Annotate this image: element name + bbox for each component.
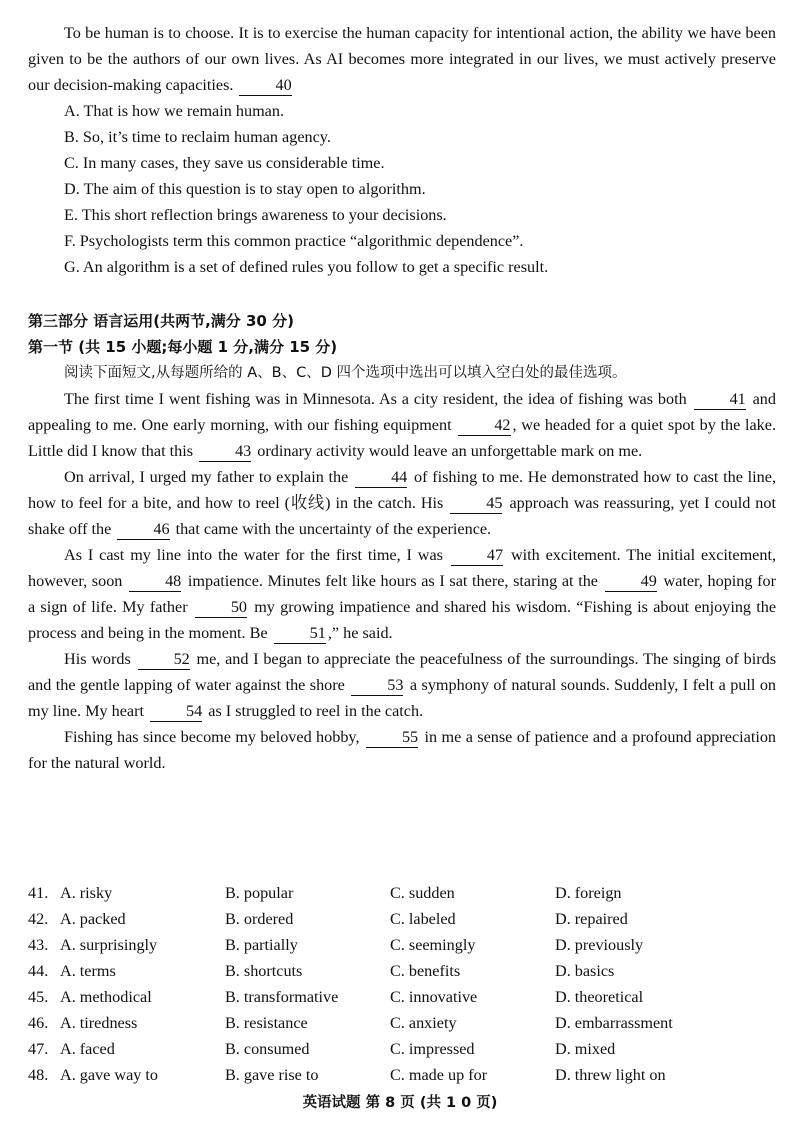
option-f: F. Psychologists term this common practice “algorithmic dependence”. xyxy=(64,232,524,250)
section-three xyxy=(28,308,776,776)
page-footer: 英语试题 第 8 页 (共 1 0 页) xyxy=(302,1095,498,1111)
blank-42: 42 xyxy=(458,415,510,436)
option-b: B. So, it’s time to reclaim human agency. xyxy=(64,128,331,146)
blank-51: 51 xyxy=(274,623,326,644)
question-row: 46. A. tiredness B. resistance C. anxiety D. embarrassment xyxy=(28,1014,673,1032)
passage-paragraph: To be human is to choose. It is to exercise the human capacity for intentional action, the ability we have been given to be the authors of our own lives. As AI becomes more integrated in our lives, we must actively preserve our decision-making capacities. 40 xyxy=(28,24,776,94)
question-row: 42. A. packed B. ordered C. labeled D. repaired xyxy=(28,910,628,928)
section-subheading: 第一节 (共 15 小题;每小题 1 分,满分 15 分) xyxy=(28,338,338,356)
option-a: A. That is how we remain human. xyxy=(64,102,284,120)
blank-54: 54 xyxy=(150,701,202,722)
blank-55: 55 xyxy=(366,727,418,748)
blank-45: 45 xyxy=(450,493,502,514)
option-d: D. The aim of this question is to stay open to algorithm. xyxy=(64,180,426,198)
blank-46: 46 xyxy=(117,519,169,540)
section-instruction: 阅读下面短文,从每题所给的 A、B、C、D 四个选项中选出可以填入空白处的最佳选项。 xyxy=(64,365,627,381)
blank-44: 44 xyxy=(355,467,407,488)
section-heading: 第三部分 语言运用(共两节,满分 30 分) xyxy=(28,312,294,330)
question-row: 41. A. risky B. popular C. sudden D. foreign xyxy=(28,884,622,902)
option-c: C. In many cases, they save us considerable time. xyxy=(64,154,385,172)
question-row: 43. A. surprisingly B. partially C. seemingly D. previously xyxy=(28,936,644,954)
blank-49: 49 xyxy=(605,571,657,592)
option-g: G. An algorithm is a set of defined rules you follow to get a specific result. xyxy=(64,258,549,276)
blank-40: 40 xyxy=(239,75,291,96)
blank-43: 43 xyxy=(199,441,251,462)
blank-41: 41 xyxy=(694,389,746,410)
question-row: 48. A. gave way to B. gave rise to C. made up for D. threw light on xyxy=(28,1066,666,1084)
answer-choices xyxy=(28,880,776,1088)
question-row: 44. A. terms B. shortcuts C. benefits D. basics xyxy=(28,962,615,980)
blank-50: 50 xyxy=(195,597,247,618)
passage-section xyxy=(28,20,776,280)
cloze-paragraph-5: Fishing has since become my beloved hobby, 55 in me a sense of patience and a profound appreciation for the natural world. xyxy=(28,728,777,772)
cloze-paragraph-3: As I cast my line into the water for the first time, I was 47 with excitement. The initial excitement, however, soon 48 impatience. Minutes felt like hours as I sat there, staring at the 49 water, hoping for a sign of life. My father 50 my growing impatience and shared his wisdom. “Fishing is about enjoying the process and being in the moment. Be 51 ,” he said. xyxy=(28,546,777,642)
cloze-paragraph-1: The first time I went fishing was in Minnesota. As a city resident, the idea of fishing was both 41 and appealing to me. One early morning, with our fishing equipment 42 , we headed for a quiet spot by the lake. Little did I know that this 43 ordinary activity would leave an unforgettable mark on me. xyxy=(28,390,777,460)
question-row: 45. A. methodical B. transformative C. innovative D. theoretical xyxy=(28,988,644,1006)
blank-48: 48 xyxy=(129,571,181,592)
blank-52: 52 xyxy=(138,649,190,670)
blank-47: 47 xyxy=(451,545,503,566)
cloze-paragraph-4: His words 52 me, and I began to appreciate the peacefulness of the surroundings. The singing of birds and the gentle lapping of water against the shore 53 a symphony of natural sounds. Suddenly, I felt a pull on my line. My heart 54 as I struggled to reel in the catch. xyxy=(28,650,777,720)
cloze-paragraph-2: On arrival, I urged my father to explain the 44 of fishing to me. He demonstrated how to cast the line, how to feel for a bite, and how to reel (收线) in the catch. His 45 approach was reassuring, yet I could not shake off the 46 that came with the uncertainty of the experience. xyxy=(28,468,776,538)
question-row: 47. A. faced B. consumed C. impressed D. mixed xyxy=(28,1040,616,1058)
blank-53: 53 xyxy=(351,675,403,696)
option-e: E. This short reflection brings awareness to your decisions. xyxy=(64,206,447,224)
